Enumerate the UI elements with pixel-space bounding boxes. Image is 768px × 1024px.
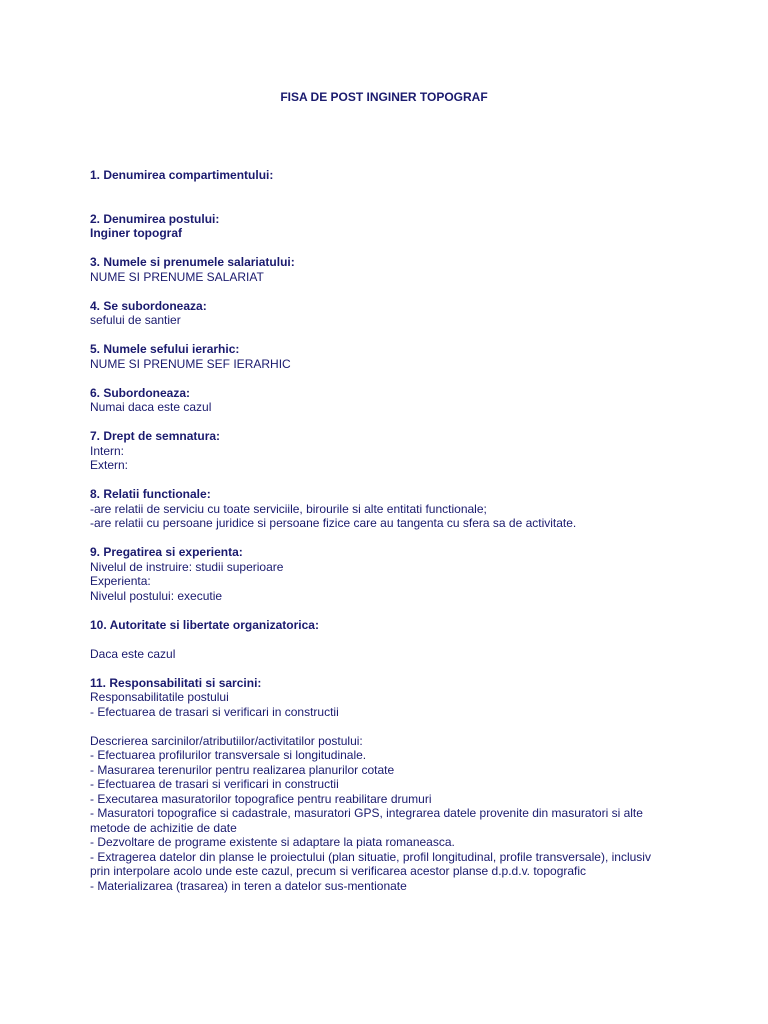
section-9-heading: 9. Pregatirea si experienta: xyxy=(90,545,243,559)
section-8-heading: 8. Relatii functionale: xyxy=(90,487,211,501)
section-4-heading: 4. Se subordoneaza: xyxy=(90,298,207,313)
section-2-heading: 2. Denumirea postului: xyxy=(90,211,220,226)
section-1-heading: 1. Denumirea compartimentului: xyxy=(90,168,274,182)
task-item: - Masurarea terenurilor pentru realizarea planurilor cotate xyxy=(90,762,395,777)
task-item: prin interpolare acolo unde este cazul, precum si verificarea acestor planse d.p.d.v. topografic xyxy=(90,864,587,878)
section-7-line-intern: Intern: xyxy=(90,443,125,458)
section-10-heading: 10. Autoritate si libertate organizatorica: xyxy=(90,617,319,632)
section-5-heading: 5. Numele sefului ierarhic: xyxy=(90,342,240,356)
section-11-heading: 11. Responsabilitati si sarcini: xyxy=(90,675,262,690)
task-item: metode de achizitie de date xyxy=(90,820,237,835)
task-item: - Masuratori topografice si cadastrale, masuratori GPS, integrarea datele provenite din masuratori si alte xyxy=(90,806,643,820)
section-6-value: Numai daca este cazul xyxy=(90,400,212,414)
section-7-line-extern: Extern: xyxy=(90,458,129,472)
task-item: - Materializarea (trasarea) in teren a datelor sus-mentionate xyxy=(90,878,407,893)
section-3-value: NUME SI PRENUME SALARIAT xyxy=(90,269,264,284)
section-9-line: Nivelul postului: executie xyxy=(90,588,223,603)
task-item: - Dezvoltare de programe existente si adaptare la piata romaneasca. xyxy=(90,835,455,849)
section-8-line: -are relatii de serviciu cu toate serviciile, birourile si alte entitati functionale; xyxy=(90,501,487,516)
task-item: - Efectuarea de trasari si verificari in constructii xyxy=(90,777,339,791)
document-body xyxy=(90,168,710,893)
section-3-heading: 3. Numele si prenumele salariatului: xyxy=(90,255,295,269)
section-7-heading: 7. Drept de semnatura: xyxy=(90,429,221,443)
section-5-value: NUME SI PRENUME SEF IERARHIC xyxy=(90,356,291,371)
section-4-value: sefului de santier xyxy=(90,313,181,327)
task-item: - Executarea masuratorilor topografice pentru reabilitare drumuri xyxy=(90,791,432,806)
section-2-value: Inginer topograf xyxy=(90,226,182,240)
section-11-line: - Efectuarea de trasari si verificari in constructii xyxy=(90,704,339,719)
section-11-line: Responsabilitatile postului xyxy=(90,690,229,704)
task-item: - Extragerea datelor din planse le proiectului (plan situatie, profil longitudinal, profile transversale), inclusiv xyxy=(90,849,651,864)
section-8-line: -are relatii cu persoane juridice si persoane fizice care au tangenta cu sfera sa de activitate. xyxy=(90,516,577,530)
section-9-line: Nivelul de instruire: studii superioare xyxy=(90,559,284,574)
section-10-value: Daca este cazul xyxy=(90,646,176,661)
section-6-heading: 6. Subordoneaza: xyxy=(90,385,191,400)
tasks-heading: Descrierea sarcinilor/atributiilor/activitatilor postului: xyxy=(90,733,363,748)
task-item: - Efectuarea profilurilor transversale si longitudinale. xyxy=(90,748,367,762)
document-title: FISA DE POST INGINER TOPOGRAF xyxy=(280,90,488,104)
section-9-line: Experienta: xyxy=(90,574,151,588)
